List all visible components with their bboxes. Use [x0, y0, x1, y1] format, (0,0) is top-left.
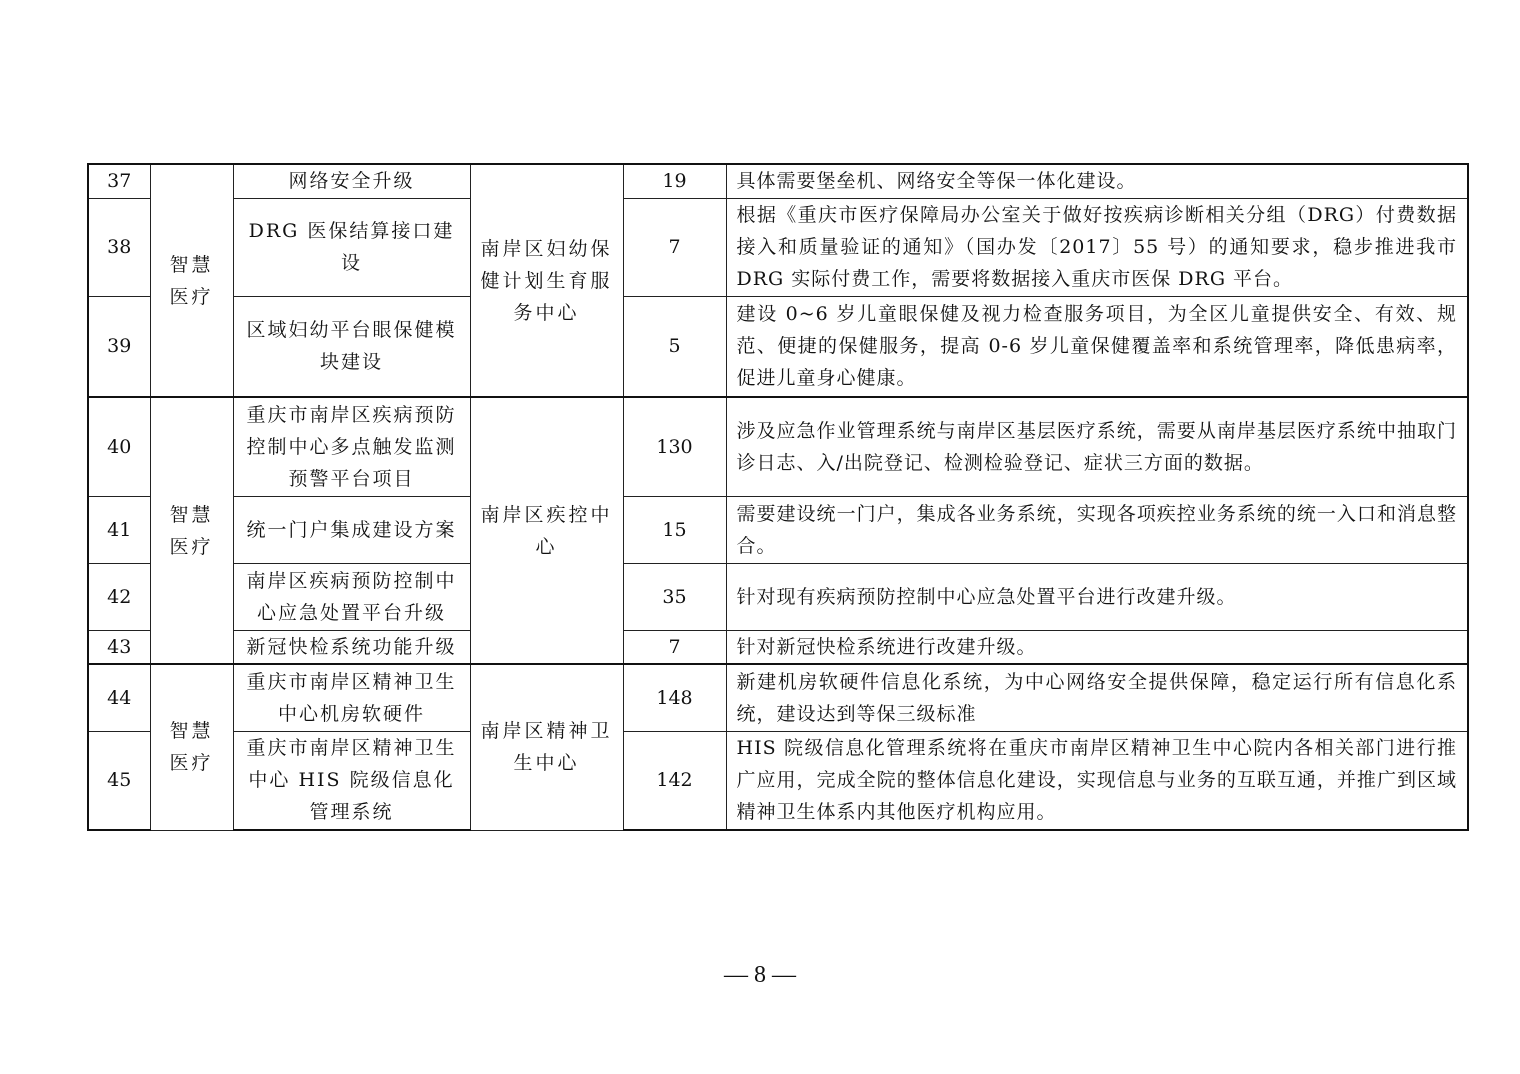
category-cell: 智慧医疗 [150, 164, 233, 397]
table-row [88, 731, 1468, 830]
description-cell: 需要建设统一门户，集成各业务系统，实现各项疾控业务系统的统一入口和消息整合。 [726, 496, 1468, 563]
project-name: 重庆市南岸区精神卫生中心机房软硬件 [233, 664, 470, 731]
amount-cell: 142 [623, 731, 726, 830]
row-number: 42 [88, 563, 150, 630]
description-cell: 建设 0~6 岁儿童眼保健及视力检查服务项目，为全区儿童提供安全、有效、规范、便捷的保健服务，提高 0-6 岁儿童保健覆盖率和系统管理率，降低患病率，促进儿童身心健康。 [726, 296, 1468, 397]
description-cell: 根据《重庆市医疗保障局办公室关于做好按疾病诊断相关分组（DRG）付费数据接入和质量验证的通知》（国办发〔2017〕55 号）的通知要求，稳步推进我市 DRG 实际付费工作，需要将数据接入重庆市医保 DRG 平台。 [726, 198, 1468, 296]
project-name: DRG 医保结算接口建设 [233, 198, 470, 296]
row-number: 37 [88, 164, 150, 198]
table-row [88, 296, 1468, 397]
project-name: 重庆市南岸区疾病预防控制中心多点触发监测预警平台项目 [233, 397, 470, 496]
project-name: 新冠快检系统功能升级 [233, 630, 470, 664]
category-cell: 智慧医疗 [150, 397, 233, 664]
amount-cell: 19 [623, 164, 726, 198]
table-row [88, 563, 1468, 630]
table-row [88, 198, 1468, 296]
table-row [88, 664, 1468, 731]
row-number: 38 [88, 198, 150, 296]
description-cell: 新建机房软硬件信息化系统，为中心网络安全提供保障，稳定运行所有信息化系统，建设达到等保三级标准 [726, 664, 1468, 731]
row-number: 39 [88, 296, 150, 397]
amount-cell: 5 [623, 296, 726, 397]
table-row [88, 164, 1468, 198]
table-row [88, 630, 1468, 664]
table-row [88, 397, 1468, 496]
row-number: 45 [88, 731, 150, 830]
page-number: — 8 — [724, 962, 796, 988]
description-cell: 涉及应急作业管理系统与南岸区基层医疗系统，需要从南岸基层医疗系统中抽取门诊日志、入/出院登记、检测检验登记、症状三方面的数据。 [726, 397, 1468, 496]
unit-cell: 南岸区疾控中心 [470, 397, 623, 664]
project-name: 网络安全升级 [233, 164, 470, 198]
description-cell: 针对现有疾病预防控制中心应急处置平台进行改建升级。 [726, 563, 1468, 630]
amount-cell: 35 [623, 563, 726, 630]
amount-cell: 7 [623, 630, 726, 664]
row-number: 41 [88, 496, 150, 563]
project-name: 南岸区疾病预防控制中心应急处置平台升级 [233, 563, 470, 630]
row-number: 44 [88, 664, 150, 731]
project-name: 区域妇幼平台眼保健模块建设 [233, 296, 470, 397]
amount-cell: 130 [623, 397, 726, 496]
description-cell: 具体需要堡垒机、网络安全等保一体化建设。 [726, 164, 1468, 198]
table-row [88, 496, 1468, 563]
unit-cell: 南岸区精神卫生中心 [470, 664, 623, 830]
project-name: 统一门户集成建设方案 [233, 496, 470, 563]
category-cell: 智慧医疗 [150, 664, 233, 830]
description-cell: HIS 院级信息化管理系统将在重庆市南岸区精神卫生中心院内各相关部门进行推广应用，完成全院的整体信息化建设，实现信息与业务的互联互通，并推广到区域精神卫生体系内其他医疗机构应用。 [726, 731, 1468, 830]
project-table [87, 163, 1469, 831]
row-number: 43 [88, 630, 150, 664]
amount-cell: 7 [623, 198, 726, 296]
row-number: 40 [88, 397, 150, 496]
project-name: 重庆市南岸区精神卫生中心 HIS 院级信息化管理系统 [233, 731, 470, 830]
amount-cell: 148 [623, 664, 726, 731]
amount-cell: 15 [623, 496, 726, 563]
description-cell: 针对新冠快检系统进行改建升级。 [726, 630, 1468, 664]
unit-cell: 南岸区妇幼保健计划生育服务中心 [470, 164, 623, 397]
